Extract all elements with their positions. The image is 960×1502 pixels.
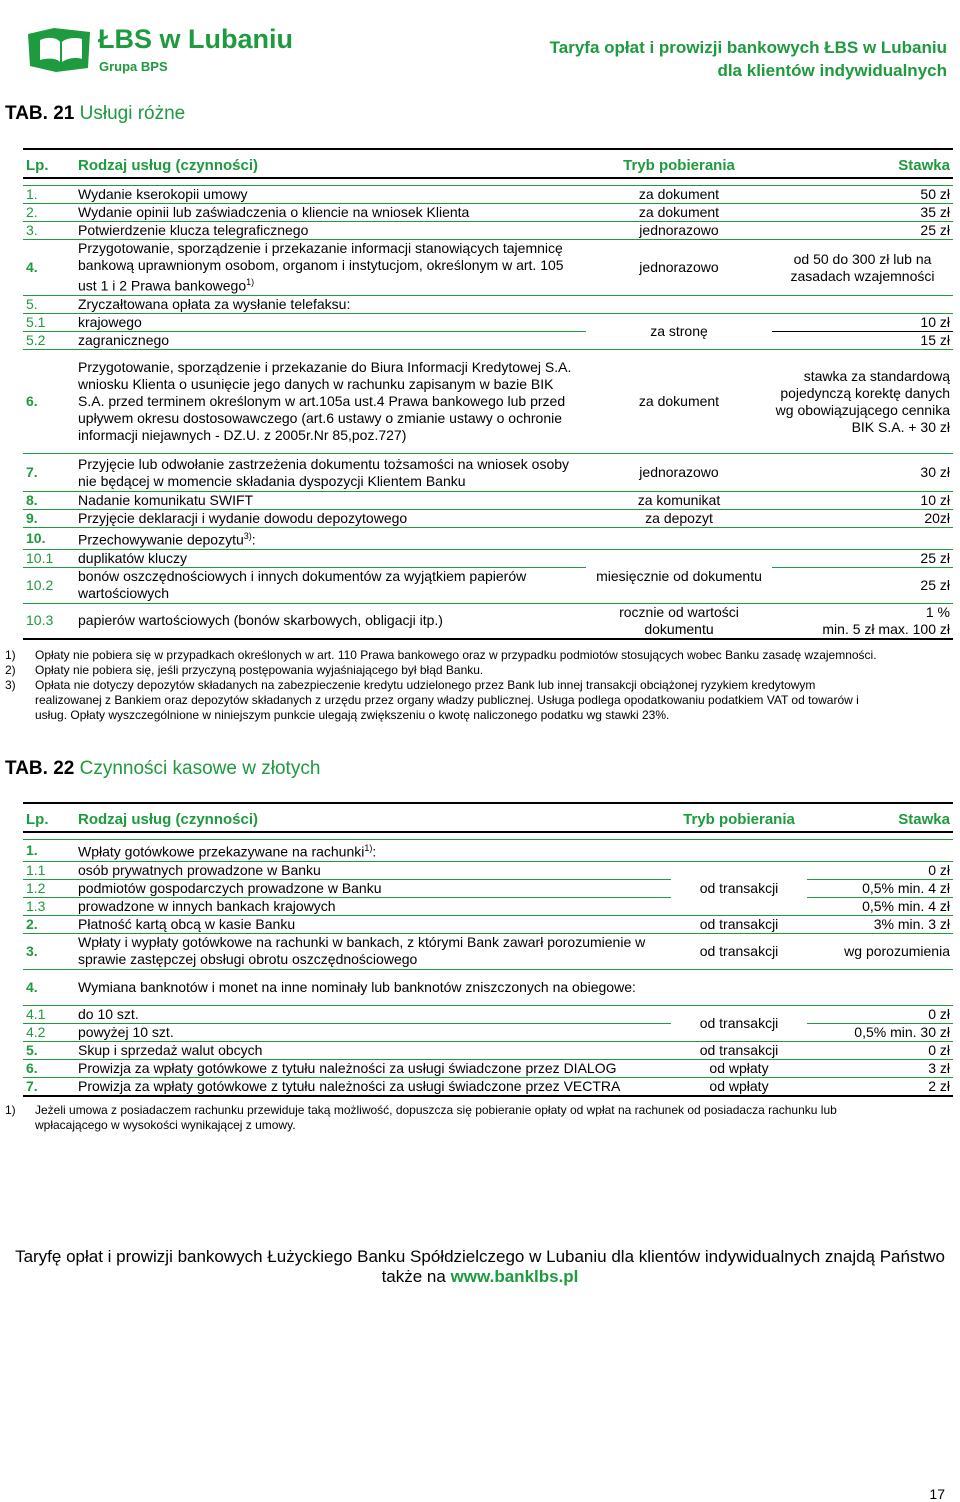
col-lp: Lp. [26, 810, 49, 828]
col-mode: Tryb pobierania [623, 156, 735, 174]
table-row: 8. Nadanie komunikatu SWIFT za komunikat 10 zł [23, 492, 953, 510]
table-row: 5.1 krajowego za stronę 10 zł [23, 314, 953, 332]
table-row: 3. Wpłaty i wypłaty gotówkowe na rachunki w bankach, z którymi Bank zawarł porozumienie w sprawie zastępczej obsługi obrotu oszczędnościowego od transakcji wg porozumienia [23, 933, 953, 969]
table-tab21 [23, 148, 953, 643]
page-number: 17 [929, 1486, 945, 1502]
table-row: 1. Wydanie kserokopii umowy za dokument 50 zł [23, 186, 953, 204]
logo-book-icon [26, 26, 92, 74]
table-row: 1. Wpłaty gotówkowe przekazywane na rachunki$^{1)}$: [23, 840, 953, 862]
table-row: 4. Przygotowanie, sporządzenie i przekazanie informacji stanowiących tajemnicę bankową uprawnionym osobom, organom i instytucjom, określonym w art. 105 ust 1 i 2 Prawa bankowego$^{1)}$ jednorazowo od 50 do 300 zł lub na zasadach wzajemności [23, 240, 953, 296]
table-row: 2. Wydanie opinii lub zaświadczenia o kliencie na wniosek Klienta za dokument 35 zł [23, 204, 953, 222]
table-row: 6. Prowizja za wpłaty gotówkowe z tytułu należności za usługi świadczone przez DIALOG od wpłaty 3 zł [23, 1059, 953, 1077]
info-note: Taryfę opłat i prowizji bankowych Łużyckiego Banku Spółdzielczego w Lubaniu dla klientów indywidualnych znajdą Państwo także na www.banklbs.pl [15, 1247, 945, 1286]
table-row: 1.1 osób prywatnych prowadzone w Banku od transakcji 0 zł [23, 861, 953, 879]
table-row: 7. Prowizja za wpłaty gotówkowe z tytułu należności za usługi świadczone przez VECTRA od wpłaty 2 zł [23, 1077, 953, 1096]
website-link[interactable]: www.banklbs.pl [450, 1267, 579, 1286]
table-row: 1.2 podmiotów gospodarczych prowadzone w Banku 0,5% min. 4 zł [23, 879, 953, 897]
col-mode: Tryb pobierania [683, 810, 795, 828]
tab21-footnotes: 1) Opłaty nie pobiera się w przypadkach określonych w art. 110 Prawa bankowego oraz w przypadku podmiotów stosujących wobec Banku zasadę wzajemności. 2) Opłaty nie pobiera się, jeśli przyczyną postępowania wyjaśniającego był błąd Banku. 3) Opłata nie dotyczy depozytów składanych na zabezpieczenie kredytu udzielonego przez Bank lub innej transakcji obciążonej ryzykiem kredytowym realizowanej z Bankiem oraz depozytów składanych z urzędu przez organy władzy publicznej. Usługa podlega opodatkowaniu podatkiem VAT od towarów i usług. Opłaty wyszczególnione w niniejszym punkcie ulegają zwiększeniu o kwotę naliczonego podatku wg stawki 23%. [5, 648, 877, 722]
table-row: 5.2 zagranicznego 15 zł [23, 332, 953, 350]
table-row: 10. Przechowywanie depozytu$^{3)}$: [23, 528, 953, 550]
section-title-tab22 [5, 758, 320, 780]
document-title: Taryfa opłat i prowizji bankowych ŁBS w Lubaniu [549, 38, 947, 57]
table-row: 4. Wymiana banknotów i monet na inne nominały lub banknotów zniszczonych na obiegowe: [23, 969, 953, 1005]
document-subtitle: dla klientów indywidualnych [717, 61, 947, 80]
col-name: Rodzaj usług (czynności) [78, 810, 259, 828]
table-row: 3. Potwierdzenie klucza telegraficznego jednorazowo 25 zł [23, 222, 953, 240]
col-fee: Stawka [898, 156, 950, 174]
table-row: 2. Płatność kartą obcą w kasie Banku od transakcji 3% min. 3 zł [23, 915, 953, 933]
table-row: 4.1 do 10 szt. od transakcji 0 zł [23, 1005, 953, 1023]
col-name: Rodzaj usług (czynności) [78, 156, 259, 174]
logo-name: ŁBS w Lubaniu [98, 24, 293, 54]
tab21-title: Usługi różne [79, 103, 186, 124]
table-row: 1.3 prowadzone w innych bankach krajowych 0,5% min. 4 zł [23, 897, 953, 915]
table-tab22 [23, 802, 953, 1100]
col-lp: Lp. [26, 156, 49, 174]
tab22-footnotes: 1) Jeżeli umowa z posiadaczem rachunku przewiduje taką możliwość, dopuszcza się pobieranie opłaty od wpłat na rachunek od posiadacza rachunku lub wpłacającego w wysokości wynikającej z umowy. [5, 1103, 837, 1132]
table-row: 4.2 powyżej 10 szt. 0,5% min. 30 zł [23, 1023, 953, 1041]
table-row: 7. Przyjęcie lub odwołanie zastrzeżenia dokumentu tożsamości na wniosek osoby nie będącej w momencie składania dyspozycji Klientem Banku jednorazowo 30 zł [23, 454, 953, 492]
tab22-title: Czynności kasowe w złotych [79, 758, 321, 779]
table-row: 6. Przygotowanie, sporządzenie i przekazanie do Biura Informacji Kredytowej S.A. wniosku Klienta o usunięcie jego danych w rachunku zapisanym w bazie BIK S.A. przed terminem określonym w art.105a ust.4 Prawa bankowego lub przed upływem okresu dostosowawczego (art.6 ustawy o zmianie ustawy o ochronie informacji niejawnych - DZ.U. z 2005r.Nr 85,poz.727) za dokument stawka za standardową pojedynczą korektę danych wg obowiązującego cennika BIK S.A. + 30 zł [23, 350, 953, 454]
table-row: 5. Zryczałtowana opłata za wysłanie telefaksu: [23, 296, 953, 314]
table-row: 9. Przyjęcie deklaracji i wydanie dowodu depozytowego za depozyt 20zł [23, 510, 953, 528]
table-row: 10.1 duplikatów kluczy miesięcznie od dokumentu 25 zł [23, 549, 953, 567]
table-row: 10.3 papierów wartościowych (bonów skarbowych, obligacji itp.) rocznie od wartości dokumentu 1 % min. 5 zł max. 100 zł [23, 603, 953, 639]
logo-subtitle: Grupa BPS [99, 59, 168, 74]
col-fee: Stawka [898, 810, 950, 828]
table-row: 10.2 bonów oszczędnościowych i innych dokumentów za wyjątkiem papierów wartościowych 25 zł [23, 567, 953, 603]
tab22-prefix: TAB. 22 [5, 758, 75, 779]
table-row: 5. Skup i sprzedaż walut obcych od transakcji 0 zł [23, 1041, 953, 1059]
section-title-tab21 [5, 103, 185, 125]
tab21-prefix: TAB. 21 [5, 103, 75, 124]
